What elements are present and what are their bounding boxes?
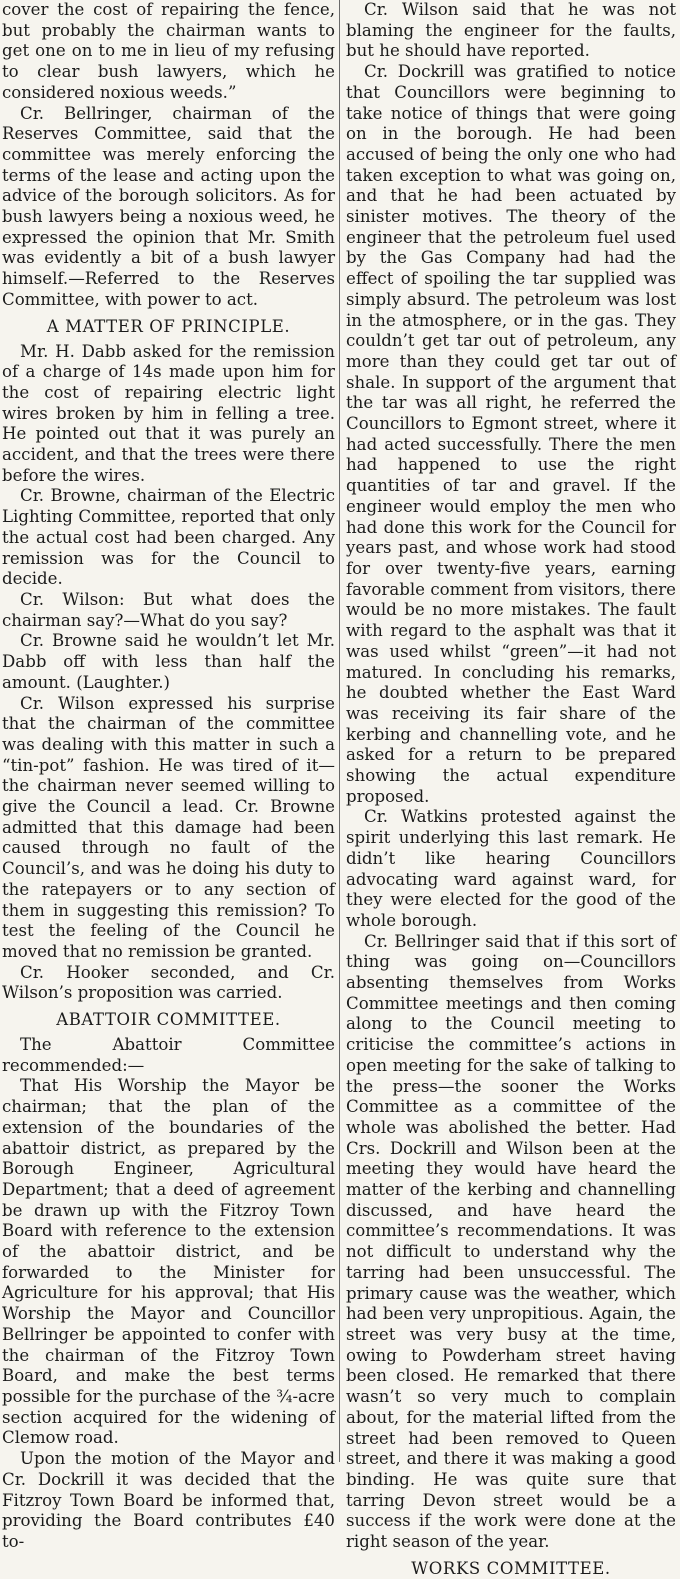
paragraph: Mr. H. Dabb asked for the remission of a charge of 14s made upon him for the cost of repairing electric light wires broken by him in felling a tree. He pointed out that it was purely an accident, and that the trees were there before the wires.: [2, 341, 335, 485]
paragraph: Cr. Watkins protested against the spirit underlying this last remark. He didn’t like hearing Councillors advocating ward against ward, for they were elected for the good of the whole borough.: [346, 807, 676, 930]
section-heading: WORKS COMMITTEE.: [411, 1558, 611, 1578]
paragraph: That His Worship the Mayor be chairman; that the plan of the extension of the boundaries of the abattoir district, as prepared by the Borough Engineer, Agricultural Department; that a deed of agreement be drawn up with the Fitzroy Town Board with reference to the extension of the abattoir district, and be forwarded to the Minister for Agriculture for his approval; that His Worship the Mayor and Councillor Bellringer be appointed to confer with the chairman of the Fitzroy Town Board, and make the best terms possible for the purchase of the ¾-acre section acquired for the widening of Clemow road.: [2, 1076, 335, 1448]
section-heading: ABATTOIR COMMITTEE.: [56, 1010, 281, 1030]
column-divider: [339, 0, 340, 1462]
paragraph: Cr. Browne, chairman of the Electric Lighting Committee, reported that only the actual cost had been charged. Any remission was for the Council to decide.: [2, 486, 335, 589]
paragraph: Cr. Bellringer, chairman of the Reserves Committee, said that the committee was merely enforcing the terms of the lease and acting upon the advice of the borough solicitors. As for bush lawyers being a noxious weed, he expressed the opinion that Mr. Smith was evidently a bit of a bush lawyer himself.—Referred to the Reserves Committee, with power to act.: [2, 103, 335, 309]
paragraph: Cr. Browne said he wouldn’t let Mr. Dabb off with less than half the amount. (Laughter.): [2, 631, 335, 692]
paragraph: Upon the motion of the Mayor and Cr. Dockrill it was decided that the Fitzroy Town Board be informed that, providing the Board contributes £40 to-: [2, 1449, 335, 1551]
paragraph: Cr. Dockrill was gratified to notice that Councillors were beginning to take notice of things that were going on in the borough. He had been accused of being the only one who had taken exception to what was going on, and that he had been actuated by sinister motives. The theory of the engineer that the petroleum fuel used by the Gas Company had had the effect of spoiling the tar supplied was simply absurd. The petroleum was lost in the atmosphere, or in the gas. They couldn’t get tar out of petroleum, any more than they could get tar out of shale. In support of the argument that the tar was all right, he referred the Councillors to Egmont street, where it had acted successfully. There the men had happened to use the right quantities of tar and gravel. If the engineer would employ the men who had done this work for the Council for years past, and whose work had stood for over twenty-five years, earning favorable comment from visitors, there would be no more mistakes. The fault with regard to the asphalt was that it was used whilst “green”—it had not matured. In concluding his remarks, he doubted whether the East Ward was receiving its fair share of the kerbing and channelling vote, and he asked for a return to be prepared showing the actual expenditure proposed.: [346, 62, 676, 806]
paragraph: Cr. Wilson said that he was not blaming the engineer for the faults, but he should have reported.: [346, 0, 676, 61]
section-heading: A MATTER OF PRINCIPLE.: [46, 316, 291, 336]
paragraph: The Abattoir Committee recommended:—: [2, 1035, 335, 1075]
paragraph: Cr. Hooker seconded, and Cr. Wilson’s proposition was carried.: [2, 962, 335, 1003]
paragraph: cover the cost of repairing the fence, but probably the chairman wants to get one on to me in lieu of my refusing to clear bush lawyers, which he considered noxious weeds.”: [2, 0, 335, 102]
right-column: [346, 0, 676, 1578]
paragraph: Cr. Bellringer said that if this sort of thing was going on—Councillors absenting themselves from Works Committee meetings and then coming along to the Council meeting to criticise the committee’s actions in open meeting for the sake of talking to the press—the sooner the Works Committee as a committee of the whole was abolished the better. Had Crs. Dockrill and Wilson been at the meeting they would have heard the matter of the kerbing and channelling discussed, and have heard the committee’s recommendations. It was not difficult to understand why the tarring had been unsuccessful. The primary cause was the weather, which had been very unpropitious. Again, the street was very busy at the time, owing to Powderham street having been closed. He remarked that there wasn’t so very much to complain about, for the material lifted from the street had been removed to Queen street, and there it was making a good binding. He was quite sure that tarring Devon street would be a success if the work were done at the right season of the year.: [346, 931, 676, 1552]
left-column: [0, 0, 337, 1551]
paragraph: Cr. Wilson: But what does the chairman say?—What do you say?: [2, 589, 335, 630]
paragraph: Cr. Wilson expressed his surprise that the chairman of the committee was dealing with this matter in such a “tin-pot” fashion. He was tired of it—the chairman never seemed willing to give the Council a lead. Cr. Browne admitted that this damage had been caused through no fault of the Council’s, and was he doing his duty to the ratepayers or to any section of them in suggesting this remission? To test the feeling of the Council he moved that no remission be granted.: [2, 693, 335, 961]
